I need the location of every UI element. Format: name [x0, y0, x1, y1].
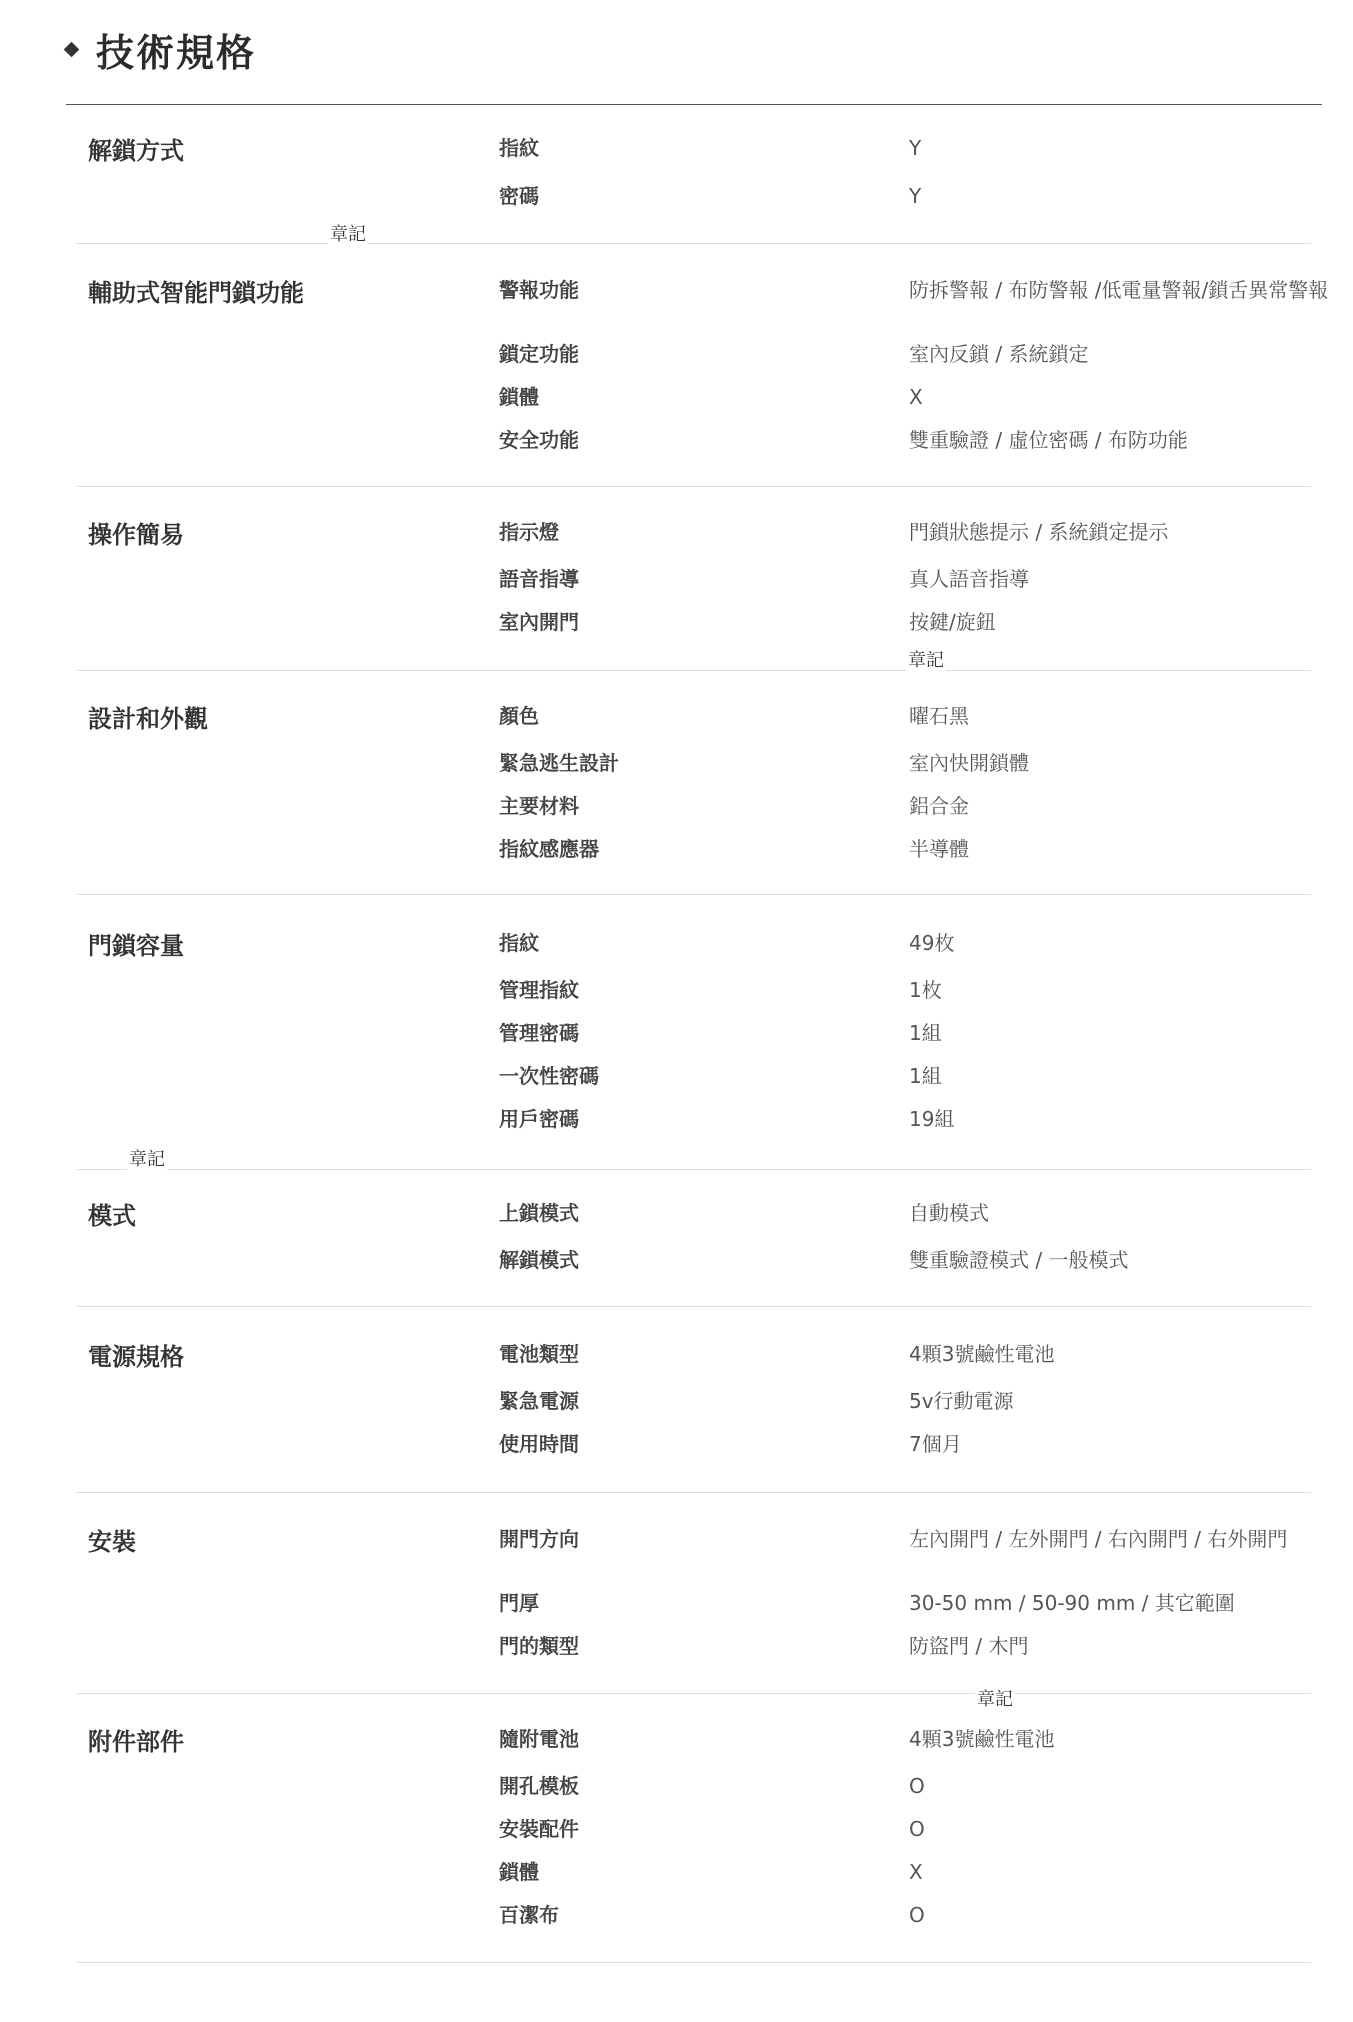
section-divider — [77, 1492, 1311, 1493]
spec-name: 室內開門 — [499, 610, 579, 634]
spec-name: 用戶密碼 — [499, 1107, 579, 1131]
stamp-mark-label: 章記 — [330, 224, 366, 245]
spec-name: 電池類型 — [499, 1342, 579, 1366]
spec-category: 輔助式智能門鎖功能 — [88, 279, 304, 307]
spec-category: 操作簡易 — [88, 521, 184, 549]
spec-section-easy-operation — [77, 520, 1311, 671]
spec-value: 防拆警報 / 布防警報 /低電量警報/鎖舌異常警報 — [909, 278, 1329, 302]
section-divider — [77, 894, 1311, 895]
stamp-mark-label: 章記 — [908, 650, 944, 671]
spec-value: X — [909, 385, 923, 409]
spec-value: 1組 — [909, 1021, 942, 1045]
spec-name: 安全功能 — [499, 428, 579, 452]
stamp-mark-label: 章記 — [977, 1689, 1013, 1710]
spec-value: 19組 — [909, 1107, 955, 1131]
spec-value: 4顆3號鹼性電池 — [909, 1342, 1055, 1366]
spec-section-installation — [77, 1527, 1311, 1710]
spec-value: 雙重驗證模式 / 一般模式 — [909, 1248, 1129, 1272]
section-divider — [77, 1306, 1311, 1307]
spec-category: 安裝 — [88, 1528, 136, 1556]
spec-section-power — [77, 1342, 1311, 1493]
spec-value: 按鍵/旋鈕 — [909, 610, 996, 634]
spec-name: 鎖體 — [499, 385, 539, 409]
spec-value: O — [909, 1817, 925, 1841]
spec-value: O — [909, 1903, 925, 1927]
spec-name: 開門方向 — [499, 1527, 579, 1551]
spec-section-mode — [77, 1201, 1311, 1307]
spec-value: 1組 — [909, 1064, 942, 1088]
spec-name: 鎖定功能 — [499, 342, 579, 366]
section-divider — [77, 1169, 1311, 1170]
spec-value: 左內開門 / 左外開門 / 右內開門 / 右外開門 — [909, 1527, 1288, 1551]
page-header — [66, 22, 256, 77]
spec-value: 室內快開鎖體 — [909, 751, 1029, 775]
spec-name: 密碼 — [499, 184, 539, 208]
section-divider — [77, 486, 1311, 487]
spec-name: 開孔模板 — [499, 1774, 579, 1798]
spec-name: 門厚 — [499, 1591, 539, 1615]
spec-name: 隨附電池 — [499, 1727, 579, 1751]
spec-section-accessories — [77, 1727, 1311, 1963]
section-divider — [77, 1962, 1311, 1963]
spec-section-capacity — [77, 931, 1311, 1170]
spec-name: 指紋感應器 — [499, 837, 599, 861]
spec-category: 電源規格 — [88, 1343, 184, 1371]
spec-value: 門鎖狀態提示 / 系統鎖定提示 — [909, 520, 1169, 544]
spec-value: Y — [909, 136, 922, 160]
spec-value: 4顆3號鹼性電池 — [909, 1727, 1055, 1751]
spec-value: 防盜門 / 木門 — [909, 1634, 1029, 1658]
spec-section-smart-lock-functions — [77, 278, 1329, 487]
spec-name: 百潔布 — [499, 1903, 559, 1927]
spec-value: 5v行動電源 — [909, 1389, 1014, 1413]
spec-category: 門鎖容量 — [88, 932, 184, 960]
spec-value: X — [909, 1860, 923, 1884]
spec-name: 緊急逃生設計 — [499, 751, 619, 775]
spec-category: 附件部件 — [88, 1728, 184, 1756]
spec-value: 室內反鎖 / 系統鎖定 — [909, 342, 1089, 366]
stamp-mark-label: 章記 — [129, 1149, 165, 1170]
section-divider — [77, 670, 1311, 671]
spec-name: 緊急電源 — [499, 1389, 579, 1413]
spec-name: 解鎖模式 — [499, 1248, 579, 1272]
spec-value: 雙重驗證 / 虛位密碼 / 布防功能 — [909, 428, 1188, 452]
spec-name: 指紋 — [499, 931, 539, 955]
spec-name: 門的類型 — [499, 1634, 579, 1658]
spec-name: 指紋 — [499, 136, 539, 160]
spec-name: 上鎖模式 — [499, 1201, 579, 1225]
spec-name: 管理密碼 — [499, 1021, 579, 1045]
spec-value: 49枚 — [909, 931, 955, 955]
spec-value: Y — [909, 184, 922, 208]
spec-section-unlock-method — [77, 136, 1311, 244]
spec-value: 7個月 — [909, 1432, 962, 1456]
spec-name: 警報功能 — [499, 278, 579, 302]
spec-name: 語音指導 — [499, 567, 579, 591]
spec-value: 真人語音指導 — [909, 567, 1029, 591]
spec-name: 顏色 — [499, 704, 539, 728]
spec-name: 安裝配件 — [499, 1817, 579, 1841]
spec-value: 30-50 mm / 50-90 mm / 其它範圍 — [909, 1591, 1235, 1615]
spec-value: 自動模式 — [909, 1201, 989, 1225]
spec-category: 設計和外觀 — [88, 705, 208, 733]
spec-section-design — [77, 704, 1311, 895]
section-divider — [77, 243, 1311, 244]
spec-value: 半導體 — [909, 837, 969, 861]
header-rule — [66, 104, 1322, 105]
spec-name: 主要材料 — [499, 794, 579, 818]
spec-name: 一次性密碼 — [499, 1064, 599, 1088]
spec-value: 曜石黑 — [909, 704, 969, 728]
diamond-bullet-icon — [64, 42, 80, 58]
spec-name: 管理指紋 — [499, 978, 579, 1002]
section-divider — [77, 1693, 1311, 1694]
spec-value: O — [909, 1774, 925, 1798]
spec-name: 鎖體 — [499, 1860, 539, 1884]
spec-category: 解鎖方式 — [88, 137, 184, 165]
spec-category: 模式 — [88, 1202, 136, 1230]
spec-value: 1枚 — [909, 978, 942, 1002]
spec-name: 指示燈 — [499, 520, 559, 544]
spec-name: 使用時間 — [499, 1432, 579, 1456]
page-title: 技術規格 — [96, 31, 257, 75]
spec-value: 鋁合金 — [909, 794, 969, 818]
